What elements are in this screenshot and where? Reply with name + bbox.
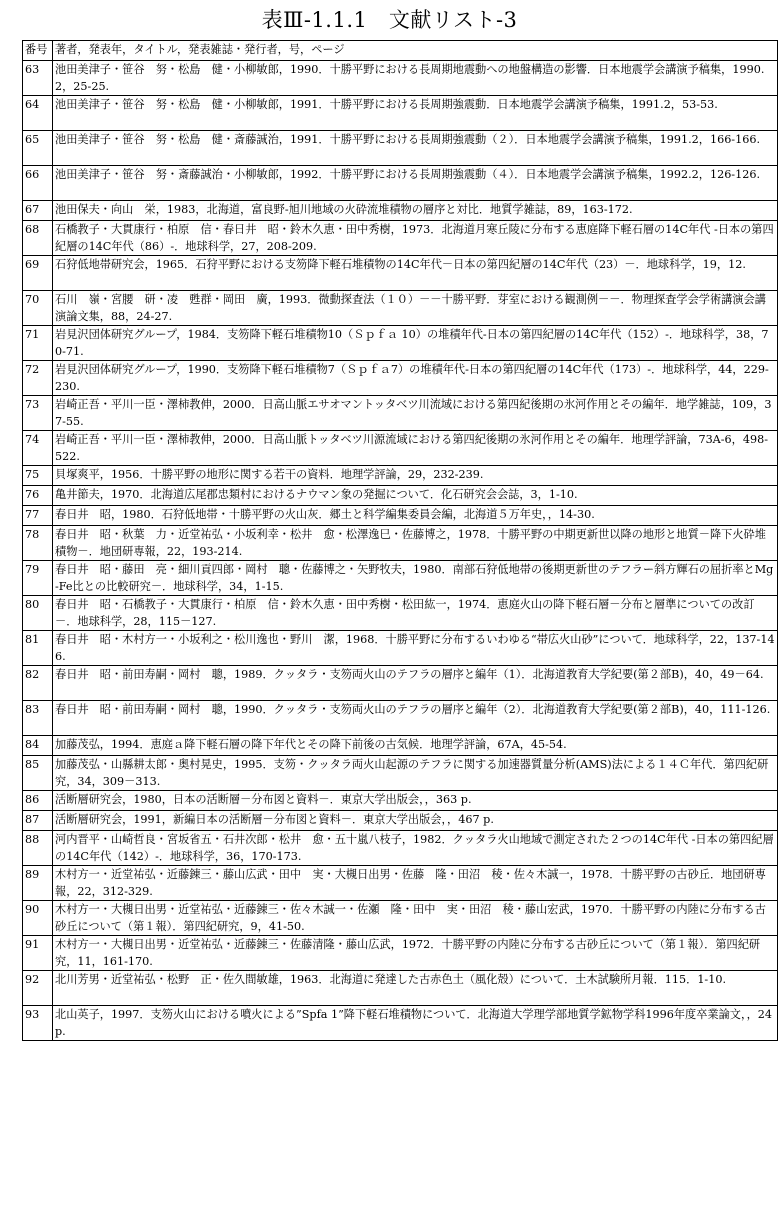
- row-citation: 春日井 昭・秋葉 力・近堂祐弘・小坂利幸・松井 愈・松澤逸巳・佐藤博之，1978．十勝平野の中期更新世以降の地形と地質－降下火砕堆積物－．地団研専報，22，193-214.: [53, 526, 778, 561]
- table-row: [23, 866, 778, 901]
- table-row: [23, 131, 778, 166]
- row-number: 65: [23, 131, 53, 166]
- row-number: 64: [23, 96, 53, 131]
- row-citation: 岩見沢団体研究グループ，1990．支笏降下軽石堆積物7（Ｓｐｆａ7）の堆積年代-日本の第四紀層の14C年代（173）-．地球科学，44，229-230.: [53, 361, 778, 396]
- row-citation: 池田美津子・笹谷 努・斎藤誠治・小柳敏郎，1992．十勝平野における長周期強震動（４）．日本地震学会講演予稿集，1992.2，126-126.: [53, 166, 778, 201]
- row-number: 89: [23, 866, 53, 901]
- row-citation: 木村方一・大槻日出男・近堂祐弘・近藤錬三・佐々木誠一・佐瀬 隆・田中 実・田沼 稜・藤山宏武，1970．十勝平野の内陸に分布する古砂丘について（第１報）．第四紀研究，9，41-50.: [53, 901, 778, 936]
- row-number: 79: [23, 561, 53, 596]
- row-citation: 石川 嶺・宮腰 研・凌 甦群・岡田 廣，1993．微動探査法（１０）－－十勝平野．芽室における観測例－－．物理探査学会学術講演会講演論文集，88，24-27.: [53, 291, 778, 326]
- table-row: [23, 936, 778, 971]
- row-number: 74: [23, 431, 53, 466]
- row-citation: 池田美津子・笹谷 努・松島 健・小柳敏郎，1991．十勝平野における長周期強震動．日本地震学会講演予稿集，1991.2，53-53.: [53, 96, 778, 131]
- row-citation: 加藤茂弘，1994．恵庭ａ降下軽石層の降下年代とその降下前後の古気候．地理学評論，67A，45-54.: [53, 736, 778, 756]
- row-number: 83: [23, 701, 53, 736]
- row-number: 77: [23, 506, 53, 526]
- row-citation: 木村方一・大槻日出男・近堂祐弘・近藤錬三・佐藤清隆・藤山広武，1972．十勝平野の内陸に分布する古砂丘について（第１報）．第四紀研究，11，161-170.: [53, 936, 778, 971]
- header-number: 番号: [23, 41, 53, 61]
- table-row: [23, 756, 778, 791]
- page-title: 表Ⅲ-1.1.1 文献リスト-3: [261, 8, 518, 32]
- row-number: 73: [23, 396, 53, 431]
- row-citation: 春日井 昭・木村方一・小坂利之・松川逸也・野川 潔，1968．十勝平野に分布するいわゆる“帯広火山砂”について．地球科学，22，137-146.: [53, 631, 778, 666]
- table-row: [23, 486, 778, 506]
- table-row: [23, 201, 778, 221]
- row-number: 87: [23, 811, 53, 831]
- header-citation: 著者，発表年，タイトル，発表雑誌・発行者，号，ページ: [53, 41, 778, 61]
- row-number: 92: [23, 971, 53, 1006]
- row-citation: 貝塚爽平，1956．十勝平野の地形に関する若干の資料．地理学評論，29，232-239.: [53, 466, 778, 486]
- table-row: [23, 256, 778, 291]
- row-number: 91: [23, 936, 53, 971]
- row-number: 66: [23, 166, 53, 201]
- row-number: 68: [23, 221, 53, 256]
- table-row: [23, 736, 778, 756]
- row-number: 70: [23, 291, 53, 326]
- table-row: [23, 396, 778, 431]
- row-number: 63: [23, 61, 53, 96]
- table-row: [23, 831, 778, 866]
- row-citation: 岩崎正吾・平川一臣・澤柿教伸，2000．日高山脈トッタベツ川源流域における第四紀後期の氷河作用とその編年．地理学評論，73A-6，498-522.: [53, 431, 778, 466]
- row-number: 67: [23, 201, 53, 221]
- table-row: [23, 1006, 778, 1041]
- table-row: [23, 291, 778, 326]
- row-number: 86: [23, 791, 53, 811]
- row-citation: 春日井 昭・藤田 亮・細川貢四郎・岡村 聰・佐藤博之・矢野牧夫，1980．南部石狩低地帯の後期更新世のテフラー斜方輝石の屈折率とMg-Fe比との比較研究－．地球科学，34，1-15.: [53, 561, 778, 596]
- row-citation: 春日井 昭・前田寿嗣・岡村 聰，1989．クッタラ・支笏両火山のテフラの層序と編年（1）．北海道教育大学紀要(第２部B)，40，49－64.: [53, 666, 778, 701]
- row-citation: 岩崎正吾・平川一臣・澤柿教伸，2000．日高山脈エサオマントッタベツ川流域における第四紀後期の氷河作用とその編年．地学雑誌，109，37-55.: [53, 396, 778, 431]
- row-citation: 春日井 昭，1980．石狩低地帯・十勝平野の火山灰．郷土と科学編集委員会編，北海道５万年史，，14-30.: [53, 506, 778, 526]
- table-row: [23, 61, 778, 96]
- row-citation: 北川芳男・近堂祐弘・松野 正・佐久間敏雄，1963．北海道に発達した古赤色土（風化殻）について．土木試験所月報．115．1-10.: [53, 971, 778, 1006]
- row-citation: 亀井節夫，1970．北海道広尾郡忠類村におけるナウマン象の発掘について．化石研究会会誌，3，1-10.: [53, 486, 778, 506]
- row-number: 80: [23, 596, 53, 631]
- table-row: [23, 901, 778, 936]
- row-citation: 木村方一・近堂祐弘・近藤錬三・藤山広武・田中 実・大槻日出男・佐藤 隆・田沼 稜・佐々木誠一，1978．十勝平野の古砂丘．地団研専報，22，312-329.: [53, 866, 778, 901]
- row-number: 85: [23, 756, 53, 791]
- row-number: 84: [23, 736, 53, 756]
- row-citation: 春日井 昭・前田寿嗣・岡村 聰，1990．クッタラ・支笏両火山のテフラの層序と編年（2）．北海道教育大学紀要(第２部B)，40，111-126.: [53, 701, 778, 736]
- row-number: 76: [23, 486, 53, 506]
- table-row: [23, 791, 778, 811]
- row-citation: 池田美津子・笹谷 努・松島 健・斎藤誠治，1991．十勝平野における長周期強震動（２）．日本地震学会講演予稿集，1991.2，166-166.: [53, 131, 778, 166]
- row-citation: 石橋教子・大貫康行・柏原 信・春日井 昭・鈴木久恵・田中秀樹，1973．北海道月寒丘陵に分布する恵庭降下軽石層の14C年代 -日本の第四紀層の14C年代（86）-．地球科学，27，208-209.: [53, 221, 778, 256]
- row-number: 71: [23, 326, 53, 361]
- table-row: [23, 96, 778, 131]
- row-citation: 春日井 昭・石橋教子・大貫康行・柏原 信・鈴木久恵・田中秀樹・松田紘一，1974．恵庭火山の降下軽石層－分布と層準についての改訂－．地球科学，28，115－127.: [53, 596, 778, 631]
- row-number: 90: [23, 901, 53, 936]
- row-citation: 池田美津子・笹谷 努・松島 健・小柳敏郎，1990．十勝平野における長周期地震動への地盤構造の影響．日本地震学会講演予稿集，1990.2，25-25.: [53, 61, 778, 96]
- row-citation: 活断層研究会，1980，日本の活断層－分布図と資料－．東京大学出版会，，363 p.: [53, 791, 778, 811]
- row-citation: 北山英子，1997．支笏火山における噴火による”Spfa 1”降下軽石堆積物について．北海道大学理学部地質学鉱物学科1996年度卒業論文，，24 p.: [53, 1006, 778, 1041]
- table-row: [23, 361, 778, 396]
- table-row: [23, 971, 778, 1006]
- row-citation: 石狩低地帯研究会，1965．石狩平野における支笏降下軽石堆積物の14C年代－日本の第四紀層の14C年代（23）－．地球科学，19，12.: [53, 256, 778, 291]
- row-citation: 池田保夫・向山 栄，1983，北海道，富良野-旭川地域の火砕流堆積物の層序と対比．地質学雑誌，89，163-172.: [53, 201, 778, 221]
- row-number: 69: [23, 256, 53, 291]
- row-citation: 加藤茂弘・山縣耕太郎・奥村晃史，1995．支笏・クッタラ両火山起源のテフラに関する加速器質量分析(AMS)法による１４Ｃ年代．第四紀研究，34，309－313.: [53, 756, 778, 791]
- row-citation: 河内晋平・山崎哲良・宮坂省五・石井次郎・松井 愈・五十嵐八枝子，1982．クッタラ火山地域で測定された２つの14C年代 -日本の第四紀層の14C年代（142）-．地球科学，36，170-173.: [53, 831, 778, 866]
- row-citation: 岩見沢団体研究グループ，1984．支笏降下軽石堆積物10（Ｓｐｆａ 10）の堆積年代-日本の第四紀層の14C年代（152）-．地球科学，38，70-71.: [53, 326, 778, 361]
- table-row: [23, 221, 778, 256]
- row-number: 81: [23, 631, 53, 666]
- reference-table: [22, 40, 778, 1041]
- table-row: [23, 596, 778, 631]
- table-row: [23, 701, 778, 736]
- table-row: [23, 526, 778, 561]
- table-row: [23, 666, 778, 701]
- row-number: 78: [23, 526, 53, 561]
- table-row: [23, 561, 778, 596]
- table-row: [23, 431, 778, 466]
- row-citation: 活断層研究会，1991，新編日本の活断層－分布図と資料－．東京大学出版会，，467 p.: [53, 811, 778, 831]
- row-number: 93: [23, 1006, 53, 1041]
- table-header-row: [23, 41, 778, 61]
- row-number: 75: [23, 466, 53, 486]
- row-number: 88: [23, 831, 53, 866]
- table-row: [23, 466, 778, 486]
- table-row: [23, 631, 778, 666]
- table-row: [23, 166, 778, 201]
- table-row: [23, 326, 778, 361]
- table-row: [23, 811, 778, 831]
- row-number: 72: [23, 361, 53, 396]
- row-number: 82: [23, 666, 53, 701]
- table-row: [23, 506, 778, 526]
- reference-table-body: [23, 41, 778, 1041]
